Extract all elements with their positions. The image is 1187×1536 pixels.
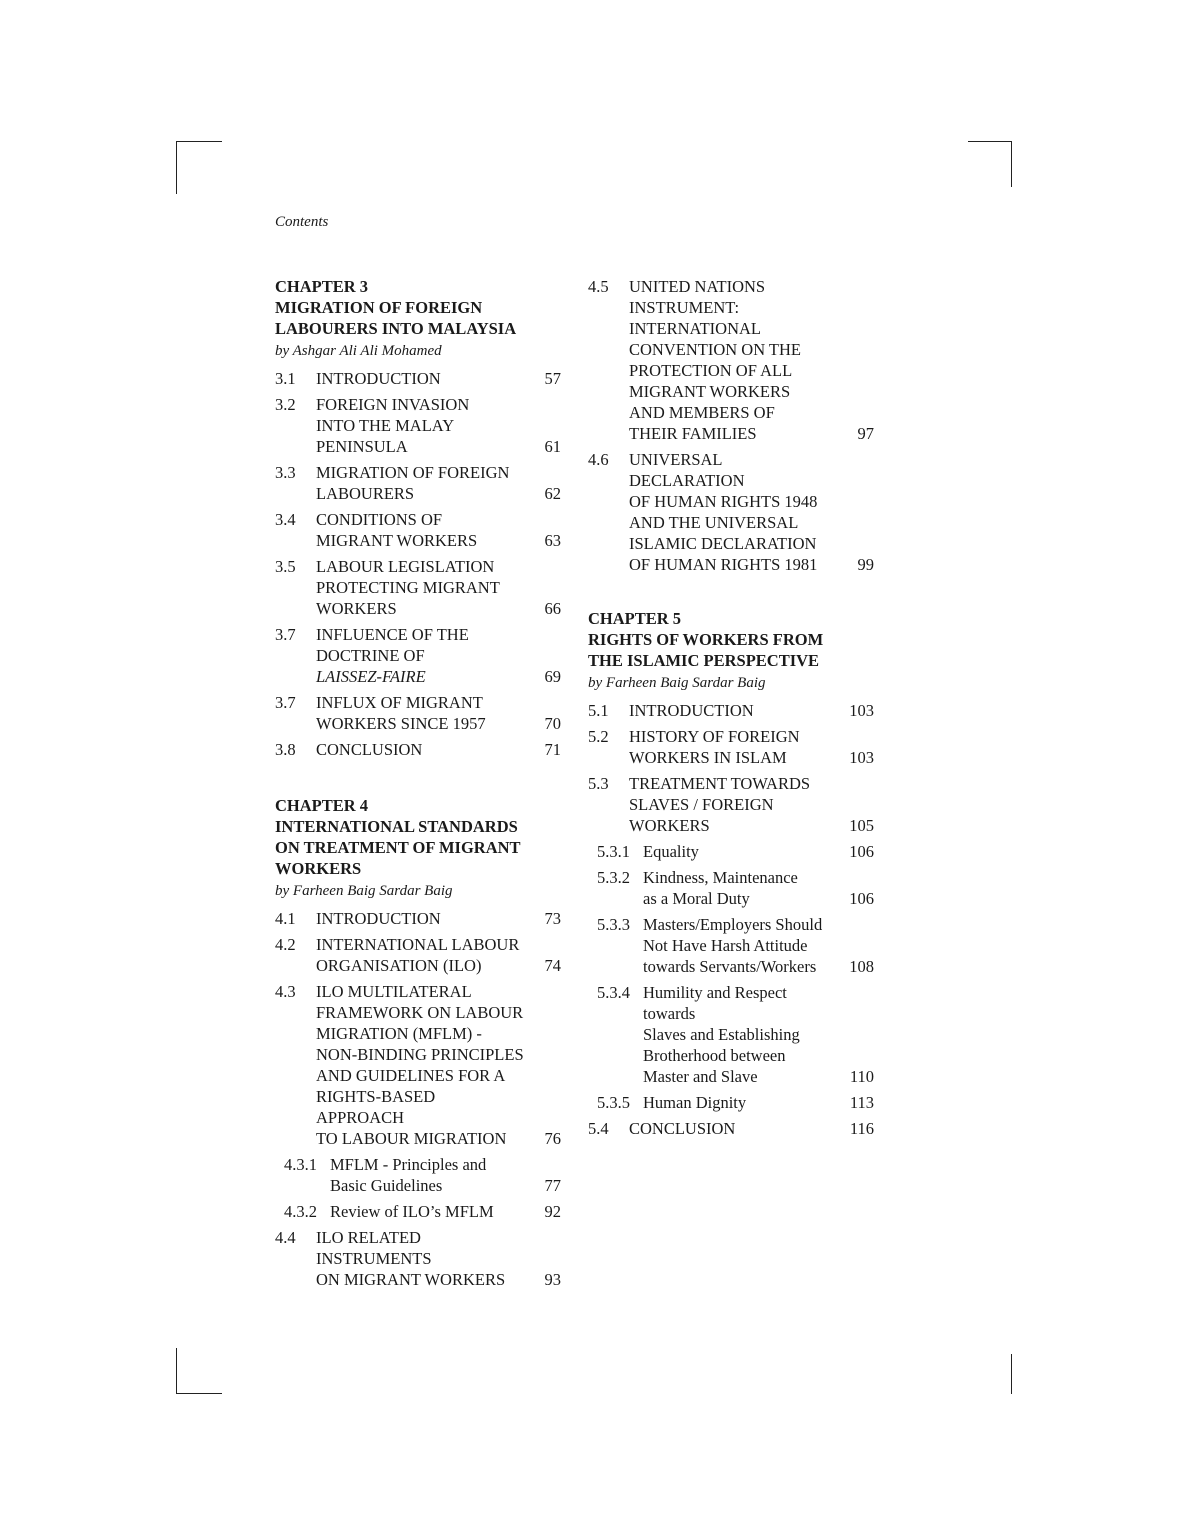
toc-entry[interactable]: [588, 867, 878, 909]
toc-entry-title-line: LABOURERS: [316, 484, 415, 503]
toc-entry-title-line: MIGRATION (MFLM) -: [316, 1024, 482, 1043]
toc-entry-title: [588, 1092, 878, 1113]
chapter-5-entries: [588, 700, 878, 1139]
crop-mark-top-right-h: [968, 141, 1012, 142]
crop-mark-bottom-left-v: [176, 1348, 177, 1394]
toc-entry-number: 5.3.2: [597, 868, 630, 887]
chapter-5-heading: [588, 608, 878, 694]
toc-entry-page: 110: [849, 1067, 874, 1086]
crop-mark-top-left-v: [176, 141, 177, 194]
chapter-title-line: INTERNATIONAL STANDARDS: [275, 817, 518, 836]
toc-entry-page: 106: [849, 842, 874, 861]
toc-entry-title-line: CONCLUSION: [316, 740, 423, 759]
chapter-author: by Ashgar Ali Ali Mohamed: [275, 343, 442, 359]
toc-entry-page: 62: [544, 484, 561, 503]
toc-entry-title: [588, 1118, 878, 1139]
toc-entry-title-line: PENINSULA: [316, 437, 408, 456]
toc-entry[interactable]: [588, 726, 878, 768]
toc-entry-title-line: MIGRANT WORKERS: [316, 531, 478, 550]
toc-entry-number: 5.4: [588, 1119, 609, 1138]
toc-entry-title-line: Review of ILO’s MFLM: [330, 1202, 494, 1221]
toc-entry-title: [275, 1201, 565, 1222]
toc-entry-title-line: Slaves and Establishing: [643, 1025, 800, 1044]
toc-entry-title-line: OF HUMAN RIGHTS 1981: [629, 555, 818, 574]
toc-entry-title: [275, 624, 565, 687]
toc-entry-title: [275, 908, 565, 929]
toc-entry-title: [588, 726, 878, 768]
toc-entry[interactable]: [588, 1092, 878, 1113]
toc-entry-title-line: MFLM - Principles and: [330, 1155, 487, 1174]
toc-entry[interactable]: [588, 1118, 878, 1139]
toc-entry-page: 105: [849, 816, 874, 835]
toc-entry-title-line: UNIVERSAL DECLARATION: [629, 450, 745, 490]
toc-entry-number: 5.3.3: [597, 915, 630, 934]
toc-entry-page: 71: [544, 740, 561, 759]
toc-entry[interactable]: [275, 1201, 565, 1222]
toc-column-left: [275, 276, 565, 1295]
toc-entry-number: 5.3: [588, 774, 609, 793]
toc-entry-title-line: FRAMEWORK ON LABOUR: [316, 1003, 524, 1022]
toc-entry-number: 3.2: [275, 395, 296, 414]
toc-entry-title-line: as a Moral Duty: [643, 889, 750, 908]
toc-entry-title: [588, 867, 878, 909]
toc-entry-title-line: TREATMENT TOWARDS: [629, 774, 811, 793]
toc-entry-title: [275, 368, 565, 389]
toc-entry-title: [588, 449, 878, 575]
toc-entry-title-line: Masters/Employers Should: [643, 915, 823, 934]
toc-entry-title-line: WORKERS IN ISLAM: [629, 748, 787, 767]
crop-mark-top-right-v: [1011, 141, 1012, 187]
toc-entry-title: [275, 739, 565, 760]
toc-entry-page: 103: [849, 748, 874, 767]
toc-entry-title-line: AND GUIDELINES FOR A: [316, 1066, 506, 1085]
chapter-author: by Farheen Baig Sardar Baig: [588, 675, 766, 691]
toc-entry-title-line: HISTORY OF FOREIGN: [629, 727, 800, 746]
toc-entry-title: [588, 841, 878, 862]
toc-entry-title-line: PROTECTION OF ALL: [629, 361, 793, 380]
toc-entry-page: 70: [544, 714, 561, 733]
toc-entry-title-line: ISLAMIC DECLARATION: [629, 534, 817, 553]
toc-entry-title: [275, 509, 565, 551]
toc-entry-number: 4.4: [275, 1228, 296, 1247]
toc-entry[interactable]: [275, 739, 565, 760]
toc-entry-number: 3.8: [275, 740, 296, 759]
toc-entry-title-line: Equality: [643, 842, 699, 861]
toc-entry-title-line: CONCLUSION: [629, 1119, 736, 1138]
toc-entry-page: 63: [544, 531, 561, 550]
toc-entry-title: [275, 692, 565, 734]
toc-entry-page: 57: [544, 369, 561, 388]
toc-entry-page: 92: [544, 1202, 561, 1221]
running-head: Contents: [275, 214, 329, 230]
toc-entry-title-line: OF HUMAN RIGHTS 1948: [629, 492, 818, 511]
toc-entry[interactable]: [275, 1154, 565, 1196]
toc-entry-title-line: ORGANISATION (ILO): [316, 956, 482, 975]
toc-entry-title-line: THEIR FAMILIES: [629, 424, 757, 443]
toc-entry[interactable]: [588, 841, 878, 862]
toc-entry-number: 3.4: [275, 510, 296, 529]
toc-entry[interactable]: [588, 914, 878, 977]
toc-entry-number: 5.3.1: [597, 842, 630, 861]
toc-entry[interactable]: [275, 509, 565, 551]
toc-entry-number: 5.2: [588, 727, 609, 746]
toc-entry[interactable]: [275, 692, 565, 734]
toc-entry-title-line: RIGHTS-BASED APPROACH: [316, 1087, 436, 1127]
toc-entry-title-line: MIGRATION OF FOREIGN: [316, 463, 510, 482]
toc-entry-title: [275, 462, 565, 504]
chapter-label: CHAPTER 3: [275, 277, 369, 296]
toc-entry-page: 73: [544, 909, 561, 928]
toc-entry-number: 4.6: [588, 450, 609, 469]
chapter-title-line: LABOURERS INTO MALAYSIA: [275, 319, 517, 338]
toc-entry-title-line: MIGRANT WORKERS: [629, 382, 791, 401]
chapter-title-line: MIGRATION OF FOREIGN: [275, 298, 483, 317]
toc-entry-title-line: Humility and Respect towards: [643, 983, 787, 1023]
toc-entry-title-line: INTRODUCTION: [316, 909, 441, 928]
toc-entry-number: 4.3.1: [284, 1155, 317, 1174]
toc-entry-title-line: ILO MULTILATERAL: [316, 982, 472, 1001]
toc-entry-title-line: towards Servants/Workers: [643, 957, 817, 976]
toc-entry-page: 116: [849, 1119, 874, 1138]
toc-entry-title-line: Master and Slave: [643, 1067, 758, 1086]
chapter-3-heading: [275, 276, 565, 362]
toc-entry[interactable]: [275, 908, 565, 929]
chapter-author: by Farheen Baig Sardar Baig: [275, 883, 453, 899]
toc-entry-page: 99: [857, 555, 874, 574]
toc-entry-page: 66: [544, 599, 561, 618]
crop-mark-top-left-h: [176, 141, 222, 142]
toc-entry-number: 5.3.4: [597, 983, 630, 1002]
toc-entry-title: [275, 394, 565, 457]
toc-entry-title: [275, 556, 565, 619]
toc-entry-title-line: ON MIGRANT WORKERS: [316, 1270, 506, 1289]
chapter-label: CHAPTER 4: [275, 796, 369, 815]
toc-entry-title-line: FOREIGN INVASION: [316, 395, 470, 414]
toc-entry-title-line: AND THE UNIVERSAL: [629, 513, 799, 532]
toc-entry-number: 5.3.5: [597, 1093, 630, 1112]
chapter-3-entries: [275, 368, 565, 760]
toc-entry[interactable]: [588, 276, 878, 444]
toc-entry-number: 3.1: [275, 369, 296, 388]
chapter-title-line: ON TREATMENT OF MIGRANT: [275, 838, 521, 857]
toc-entry-title-line: DOCTRINE OF: [316, 646, 425, 665]
toc-entry-page: 61: [544, 437, 561, 456]
toc-entry-page: 113: [849, 1093, 874, 1112]
chapter-4-continued-entries: [588, 276, 878, 575]
toc-entry[interactable]: [588, 773, 878, 836]
toc-entry-title-line: SLAVES / FOREIGN: [629, 795, 774, 814]
toc-entry-title: [588, 700, 878, 721]
toc-entry-title: [275, 1227, 565, 1290]
toc-entry-title: [588, 982, 878, 1087]
toc-entry-title-line: PROTECTING MIGRANT: [316, 578, 500, 597]
toc-entry-title: [275, 1154, 565, 1196]
toc-entry-title-line: Kindness, Maintenance: [643, 868, 798, 887]
toc-entry-title-line: CONDITIONS OF: [316, 510, 443, 529]
toc-entry[interactable]: [275, 394, 565, 457]
toc-entry-page: 69: [544, 667, 561, 686]
toc-entry-title-line: INFLUX OF MIGRANT: [316, 693, 483, 712]
toc-entry[interactable]: [275, 462, 565, 504]
crop-mark-bottom-left-h: [176, 1393, 222, 1394]
toc-entry[interactable]: [588, 449, 878, 575]
toc-entry-title-line: INTERNATIONAL LABOUR: [316, 935, 520, 954]
toc-entry-title: [275, 934, 565, 976]
toc-entry-number: 4.3.2: [284, 1202, 317, 1221]
toc-entry-page: 103: [849, 701, 874, 720]
toc-entry-title: [588, 773, 878, 836]
chapter-label: CHAPTER 5: [588, 609, 682, 628]
chapter-title-line: THE ISLAMIC PERSPECTIVE: [588, 651, 820, 670]
toc-entry-page: 108: [849, 957, 874, 976]
toc-entry-page: 93: [544, 1270, 561, 1289]
chapter-4-heading: [275, 795, 565, 902]
chapter-title-line: WORKERS: [275, 859, 362, 878]
toc-entry-title-line: Basic Guidelines: [330, 1176, 443, 1195]
toc-entry-title-line: WORKERS SINCE 1957: [316, 714, 486, 733]
toc-entry-title-line: INSTRUMENT:: [629, 298, 740, 317]
toc-entry-title-line: ILO RELATED INSTRUMENTS: [316, 1228, 432, 1268]
toc-entry-title: [588, 914, 878, 977]
toc-entry[interactable]: [275, 368, 565, 389]
toc-entry-title-line: CONVENTION ON THE: [629, 340, 802, 359]
toc-entry-page: 97: [857, 424, 874, 443]
chapter-4-entries: [275, 908, 565, 1290]
chapter-title-line: RIGHTS OF WORKERS FROM: [588, 630, 824, 649]
toc-entry[interactable]: [588, 700, 878, 721]
toc-entry-title-line: Not Have Harsh Attitude: [643, 936, 808, 955]
toc-entry-title-line: TO LABOUR MIGRATION: [316, 1129, 507, 1148]
toc-entry-title-line: LABOUR LEGISLATION: [316, 557, 495, 576]
toc-entry[interactable]: [275, 981, 565, 1149]
toc-entry-number: 4.2: [275, 935, 296, 954]
toc-entry-title-line: NON-BINDING PRINCIPLES: [316, 1045, 524, 1064]
toc-entry-page: 76: [544, 1129, 561, 1148]
toc-entry-page: 77: [544, 1176, 561, 1195]
toc-entry-title-line: INTO THE MALAY: [316, 416, 455, 435]
crop-mark-bottom-right-v: [1011, 1354, 1012, 1394]
toc-entry[interactable]: [275, 1227, 565, 1290]
toc-entry-page: 74: [544, 956, 561, 975]
toc-entry[interactable]: [275, 934, 565, 976]
toc-entry[interactable]: [588, 982, 878, 1087]
toc-entry-title: [588, 276, 878, 444]
toc-entry-page: 106: [849, 889, 874, 908]
toc-entry-title-line: LAISSEZ-FAIRE: [316, 667, 426, 686]
toc-entry-title-line: INTRODUCTION: [629, 701, 754, 720]
toc-entry-number: 5.1: [588, 701, 609, 720]
toc-entry-title-line: Human Dignity: [643, 1093, 747, 1112]
toc-entry-title-line: INFLUENCE OF THE: [316, 625, 469, 644]
toc-entry-number: 3.3: [275, 463, 296, 482]
toc-column-right: [588, 276, 878, 1144]
toc-entry-title-line: AND MEMBERS OF: [629, 403, 775, 422]
toc-entry-number: 4.3: [275, 982, 296, 1001]
toc-entry-title-line: INTRODUCTION: [316, 369, 441, 388]
toc-entry-title: [275, 981, 565, 1149]
toc-entry-title-line: Brotherhood between: [643, 1046, 786, 1065]
toc-entry-number: 3.7: [275, 693, 296, 712]
toc-entry-number: 3.5: [275, 557, 296, 576]
toc-entry-number: 3.7: [275, 625, 296, 644]
toc-entry[interactable]: [275, 556, 565, 619]
toc-entry-title-line: INTERNATIONAL: [629, 319, 761, 338]
toc-entry-title-line: WORKERS: [316, 599, 397, 618]
toc-entry[interactable]: [275, 624, 565, 687]
toc-entry-number: 4.5: [588, 277, 609, 296]
toc-entry-title-line: UNITED NATIONS: [629, 277, 766, 296]
toc-entry-number: 4.1: [275, 909, 296, 928]
toc-entry-title-line: WORKERS: [629, 816, 710, 835]
